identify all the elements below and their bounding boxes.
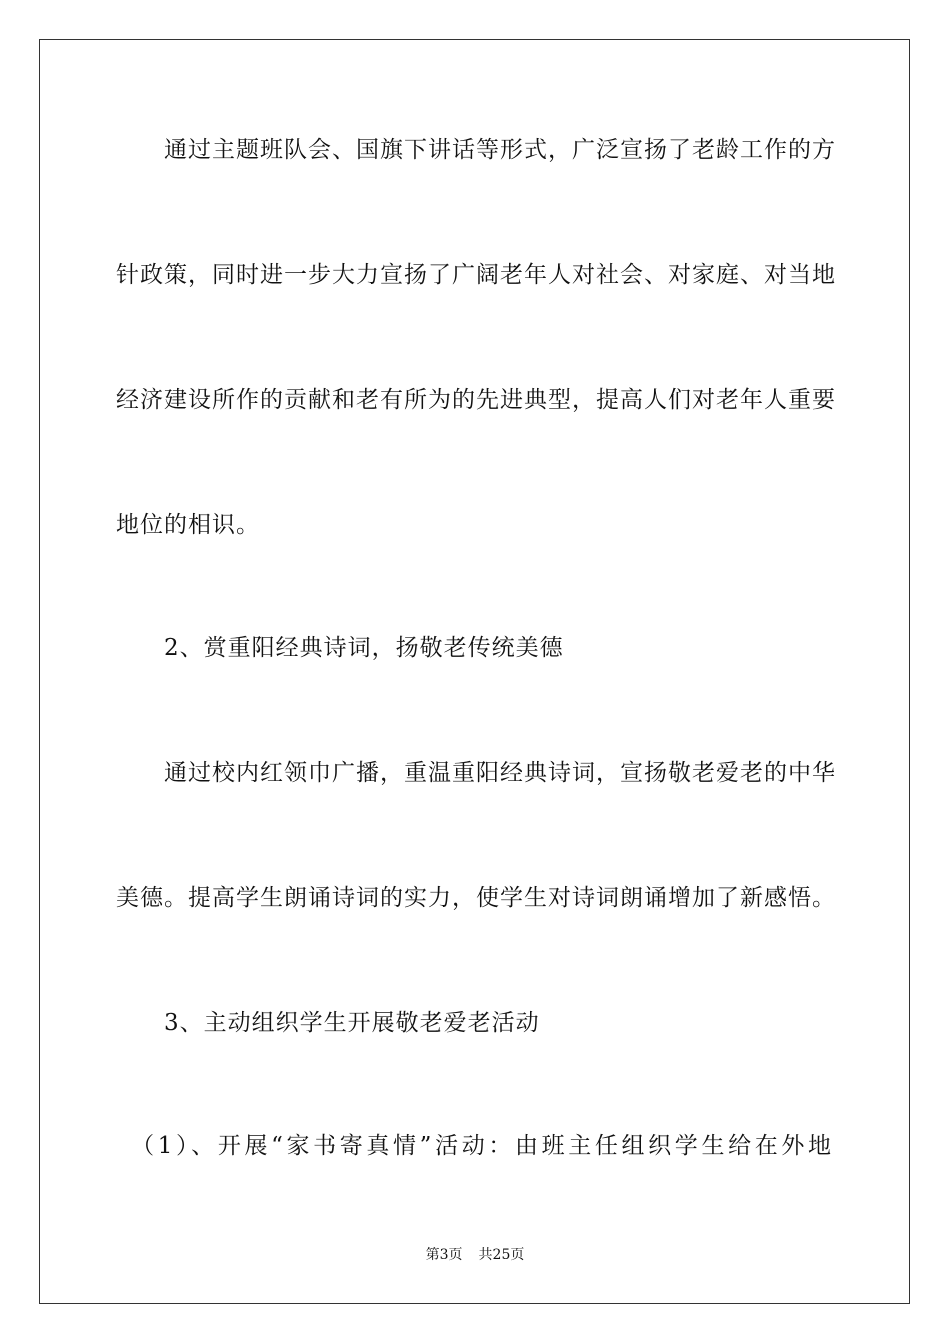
body-line-2: 针政策，同时进一步大力宣扬了广阔老年人对社会、对家庭、对当地 — [116, 262, 836, 288]
body-line-3: 经济建设所作的贡献和老有所为的先进典型，提高人们对老年人重要 — [116, 387, 836, 413]
body-line-6: 美德。提高学生朗诵诗词的实力，使学生对诗词朗诵增加了新感悟。 — [116, 885, 836, 911]
page-border — [39, 39, 910, 1304]
page-number: 第3页 — [425, 1247, 463, 1263]
section-heading-2: 2、赏重阳经典诗词，扬敬老传统美德 — [116, 635, 564, 661]
body-line-7: （1）、开展“家书寄真情”活动：由班主任组织学生给在外地 — [116, 1133, 832, 1159]
page-footer — [0, 1246, 950, 1264]
body-line-4: 地位的相识。 — [116, 512, 260, 538]
body-line-5: 通过校内红领巾广播，重温重阳经典诗词，宣扬敬老爱老的中华 — [116, 760, 836, 786]
section-heading-3: 3、主动组织学生开展敬老爱老活动 — [116, 1010, 540, 1036]
page-total: 共25页 — [478, 1247, 525, 1263]
body-line-1: 通过主题班队会、国旗下讲话等形式，广泛宣扬了老龄工作的方 — [116, 137, 836, 163]
